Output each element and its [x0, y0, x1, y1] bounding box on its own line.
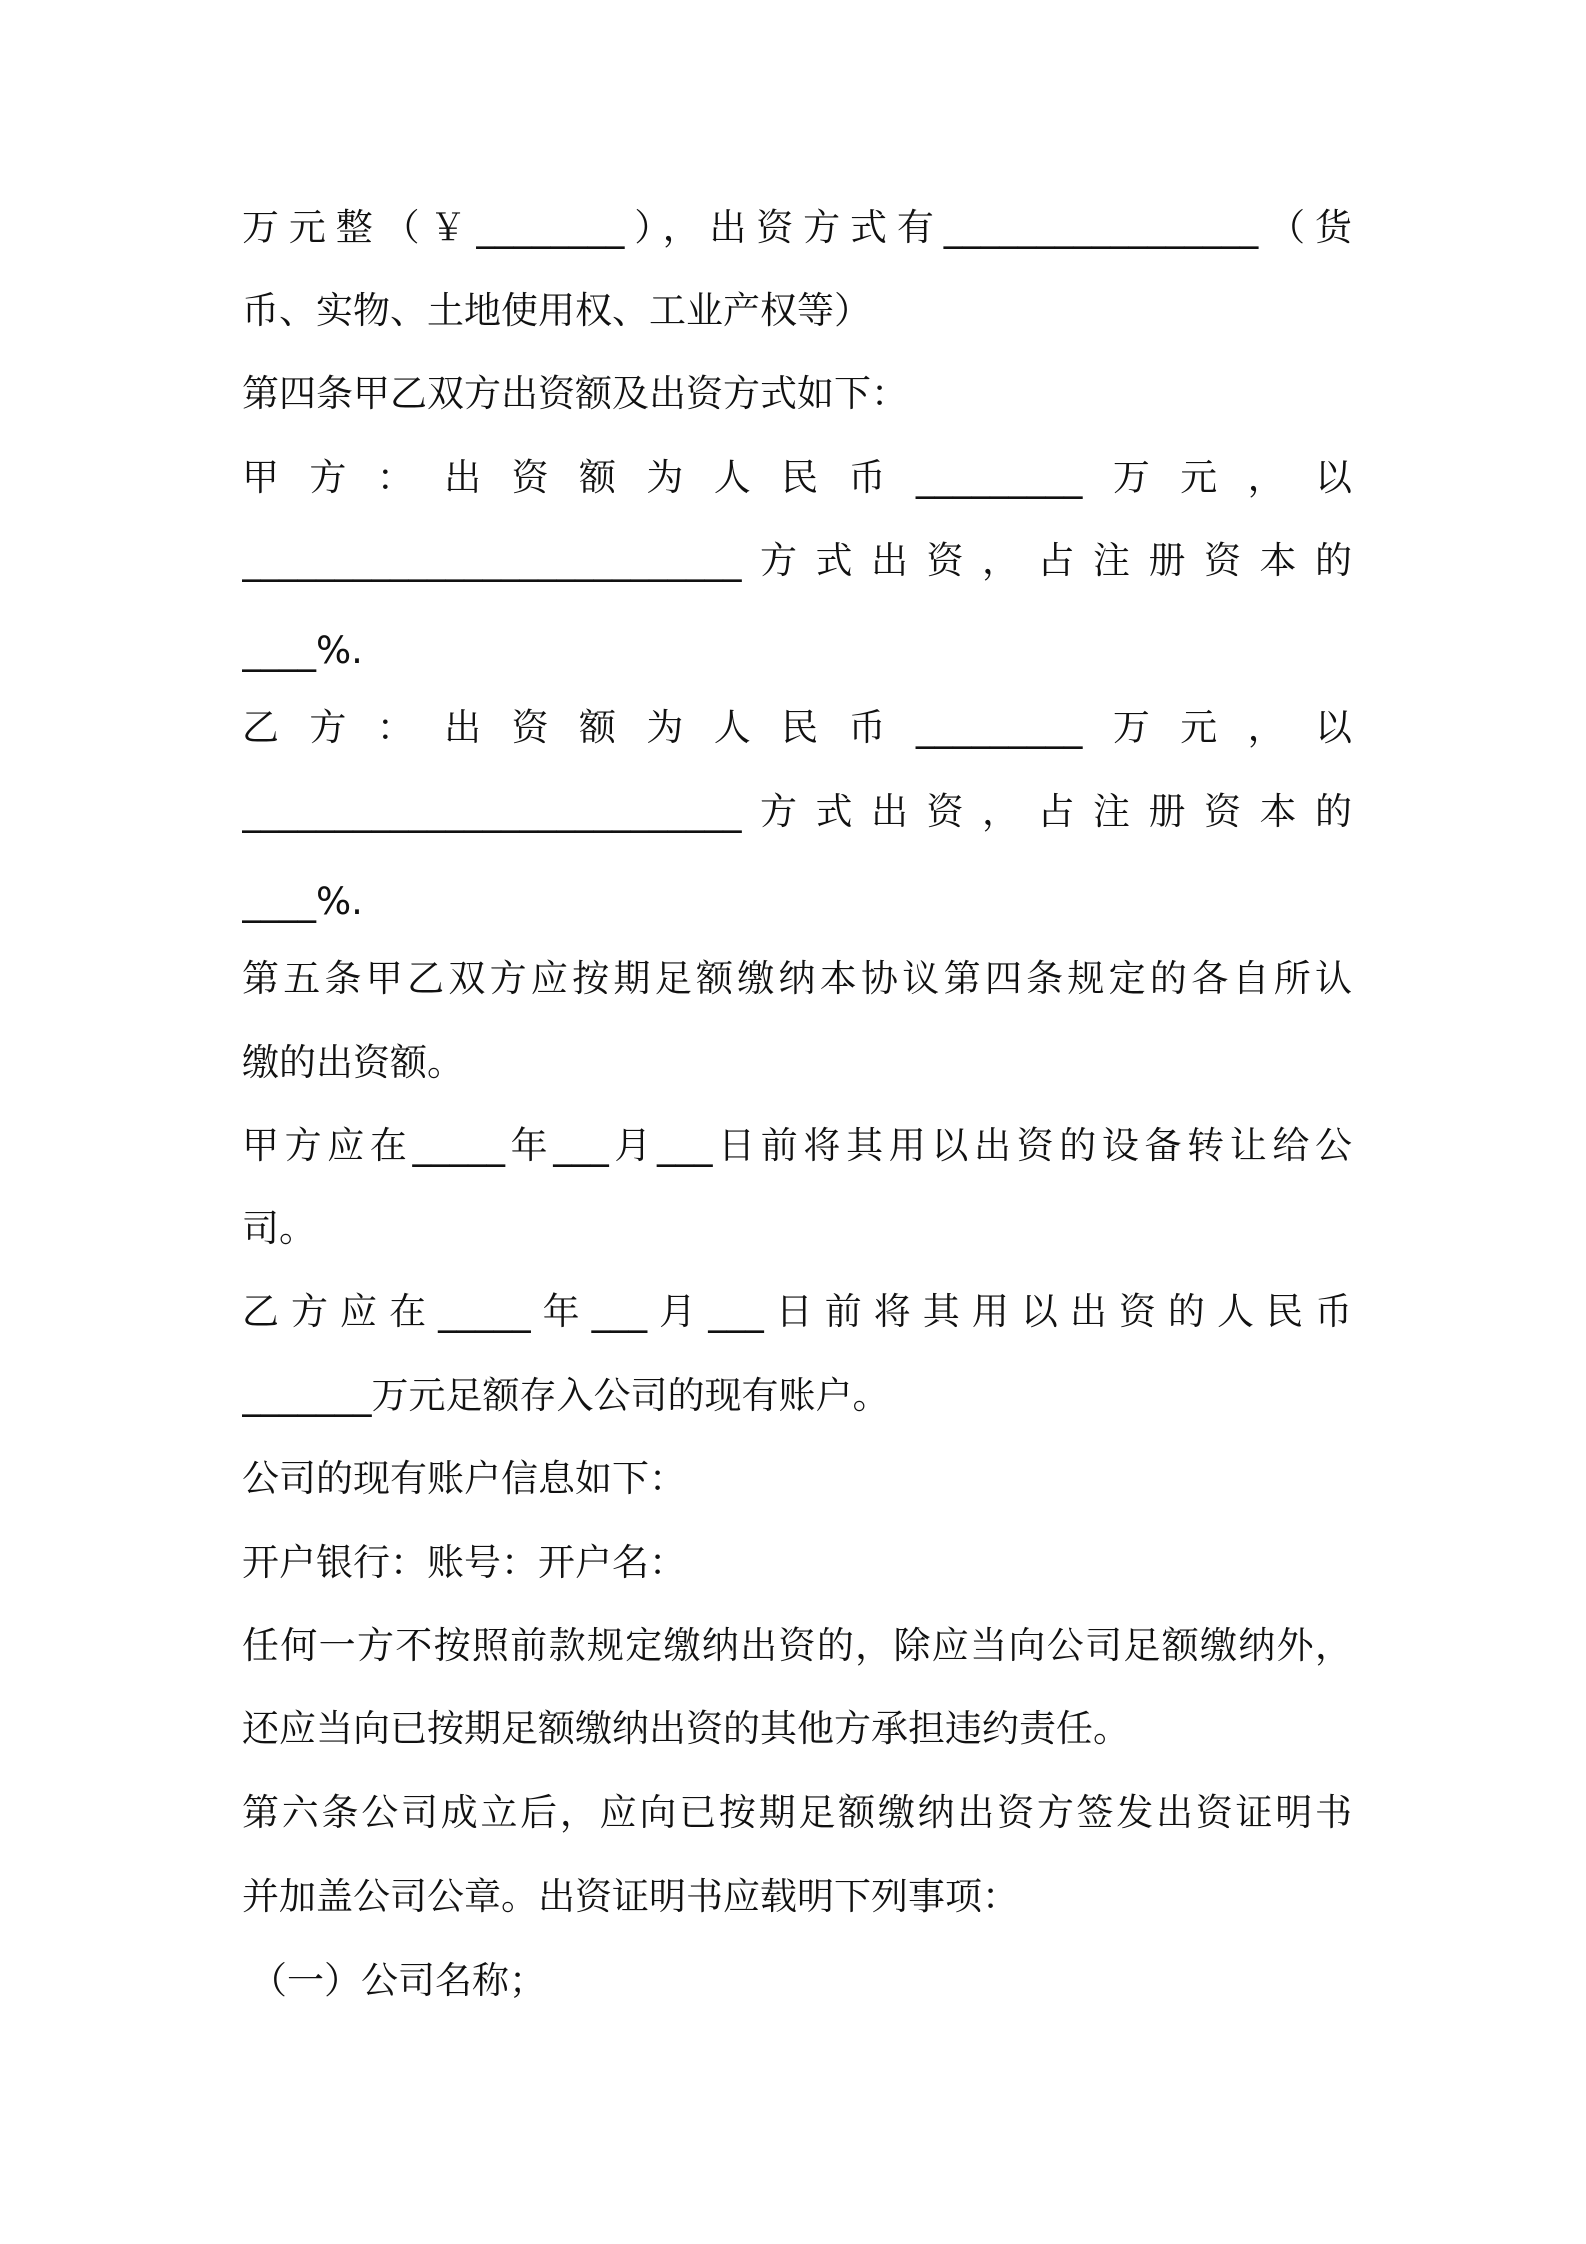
list-item: （一）公司名称； — [250, 1959, 546, 2002]
text-line: 乙方应在_____年___月___日前将其用以出资的人民币 — [242, 1290, 1352, 1333]
text-line: 甲方应在_____年___月___日前将其用以出资的设备转让给公 — [242, 1124, 1352, 1167]
article-6-heading: 第六条公司成立后，应向已按期足额缴纳出资方签发出资证明书 — [242, 1791, 1352, 1834]
text-line: 公司的现有账户信息如下： — [242, 1457, 686, 1500]
text-line: 任何一方不按照前款规定缴纳出资的，除应当向公司足额缴纳外， — [242, 1624, 1352, 1667]
text-line: 缴的出资额。 — [242, 1041, 464, 1084]
text-line: 乙方：出资额为人民币_________万元，以 — [242, 706, 1352, 749]
text-line: ___________________________方式出资，占注册资本的 — [242, 790, 1352, 833]
text-line: ___________________________方式出资，占注册资本的 — [242, 539, 1352, 582]
text-line: 司。 — [242, 1207, 316, 1250]
text-line: 币、实物、土地使用权、工业产权等） — [242, 289, 871, 332]
text-line: ____%. — [242, 880, 363, 923]
text-line: 甲方：出资额为人民币_________万元，以 — [242, 456, 1352, 499]
text-line: 开户银行：账号：开户名： — [242, 1541, 686, 1584]
text-line: 万元整（￥________），出资方式有_________________（货 — [242, 206, 1352, 249]
article-5-heading: 第五条甲乙双方应按期足额缴纳本协议第四条规定的各自所认 — [242, 957, 1352, 1000]
text-line: 并加盖公司公章。出资证明书应载明下列事项： — [242, 1875, 1019, 1918]
text-line: _______万元足额存入公司的现有账户。 — [242, 1374, 890, 1417]
text-line: ____%. — [242, 629, 363, 672]
text-line: 还应当向已按期足额缴纳出资的其他方承担违约责任。 — [242, 1707, 1130, 1750]
article-4-heading: 第四条甲乙双方出资额及出资方式如下： — [242, 372, 908, 415]
